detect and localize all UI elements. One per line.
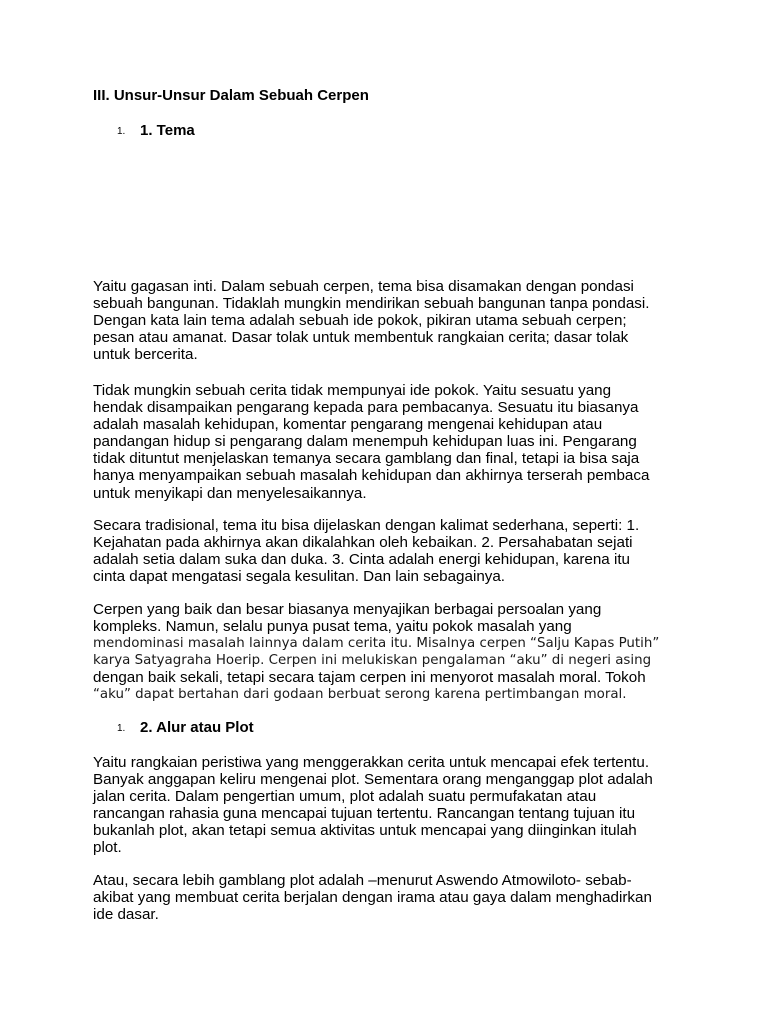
text-line: rancangan rahasia guna mencapai tujuan tertentu. Rancangan tentang tujuan itu <box>93 805 636 823</box>
paragraph <box>93 382 693 502</box>
text-line: Yaitu rangkaian peristiwa yang menggerakkan cerita untuk mencapai efek tertentu. <box>93 754 650 771</box>
subsection-heading-text: 2. Alur atau Plot <box>140 719 254 736</box>
text-line: Cerpen yang baik dan besar biasanya menyajikan berbagai persoalan yang <box>93 601 602 618</box>
text-line: kompleks. Namun, selalu punya pusat tema, yaitu pokok masalah yang <box>93 618 572 636</box>
text-line: tidak dituntut menjelaskan temanya secara gamblang dan final, tetapi ia bisa saja <box>93 450 640 468</box>
paragraph <box>93 517 693 585</box>
text-line: hendak disampaikan pengarang kepada para pembacanya. Sesuatu itu biasanya <box>93 399 639 417</box>
subsection-heading-tema <box>117 122 195 141</box>
section-title: III. Unsur-Unsur Dalam Sebuah Cerpen <box>93 87 369 104</box>
text-line: Yaitu gagasan inti. Dalam sebuah cerpen, tema bisa disamakan dengan pondasi <box>93 278 634 295</box>
paragraph <box>93 754 693 857</box>
text-line: Banyak anggapan keliru mengenai plot. Sementara orang menganggap plot adalah <box>93 771 653 789</box>
text-line: plot. <box>93 839 122 857</box>
text-line: pesan atau amanat. Dasar tolak untuk membentuk rangkaian cerita; dasar tolak <box>93 329 629 347</box>
text-line: ide dasar. <box>93 906 159 924</box>
text-line: akibat yang membuat cerita berjalan dengan irama atau gaya dalam menghadirkan <box>93 889 652 907</box>
text-line: Tidak mungkin sebuah cerita tidak mempunyai ide pokok. Yaitu sesuatu yang <box>93 382 612 399</box>
text-line: untuk bercerita. <box>93 346 198 364</box>
subsection-heading-text: 1. Tema <box>140 122 195 139</box>
text-line: hanya menyampaikan sebuah masalah kehidupan dan akhirnya terserah pembaca <box>93 467 650 485</box>
text-line: Dengan kata lain tema adalah sebuah ide pokok, pikiran utama sebuah cerpen; <box>93 312 627 330</box>
text-line: Kejahatan pada akhirnya akan dikalahkan oleh kebaikan. 2. Persahabatan sejati <box>93 534 633 552</box>
subsection-heading-alur <box>117 719 254 738</box>
paragraph <box>93 601 693 704</box>
text-line: sebuah bangunan. Tidaklah mungkin mendirikan sebuah bangunan tanpa pondasi. <box>93 295 650 313</box>
paragraph <box>93 278 693 363</box>
text-line: karya Satyagraha Hoerip. Cerpen ini melukiskan pengalaman “aku” di negeri asing <box>93 653 652 669</box>
text-line: Atau, secara lebih gamblang plot adalah –menurut Aswendo Atmowiloto- sebab- <box>93 872 632 889</box>
text-line: Secara tradisional, tema itu bisa dijelaskan dengan kalimat sederhana, seperti: 1. <box>93 517 640 534</box>
text-line: adalah setia dalam suka dan duka. 3. Cinta adalah energi kehidupan, karena itu <box>93 551 630 569</box>
text-line: cinta dapat mengatasi segala kesulitan. Dan lain sebagainya. <box>93 568 506 586</box>
list-marker: 1. <box>117 126 126 137</box>
text-line: bukanlah plot, akan tetapi semua aktivitas untuk mencapai yang diinginkan itulah <box>93 822 637 840</box>
text-line: adalah masalah kehidupan, komentar pengarang mengenai kehidupan atau <box>93 416 603 434</box>
text-line: untuk menyikapi dan menyelesaikannya. <box>93 484 367 502</box>
text-line: “aku” dapat bertahan dari godaan berbuat serong karena pertimbangan moral. <box>93 687 627 703</box>
list-marker: 1. <box>117 723 126 734</box>
paragraph <box>93 872 693 923</box>
text-line: jalan cerita. Dalam pengertian umum, plot adalah suatu permufakatan atau <box>93 788 597 806</box>
text-line: mendominasi masalah lainnya dalam cerita itu. Misalnya cerpen “Salju Kapas Putih” <box>93 636 660 652</box>
text-line: pandangan hidup si pengarang dalam menempuh kehidupan luas ini. Pengarang <box>93 433 637 451</box>
text-line: dengan baik sekali, tetapi secara tajam cerpen ini menyorot masalah moral. Tokoh <box>93 669 646 687</box>
